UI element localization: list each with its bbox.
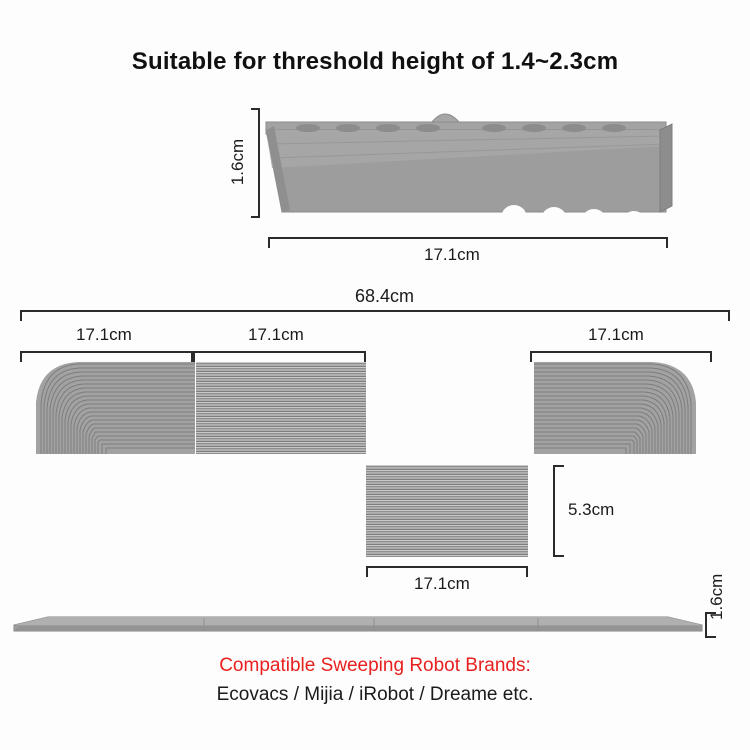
right-ramp-strip-svg (534, 362, 712, 454)
ridge-texture (366, 465, 528, 557)
single-ramp-illustration (262, 100, 682, 225)
ridge-texture (196, 362, 366, 454)
center-width-label: 17.1cm (414, 574, 470, 593)
center-ramp-strip (366, 465, 528, 557)
assembly-total-label: 68.4cm (355, 286, 415, 306)
ramp-height-bracket (258, 108, 260, 218)
ramp-height-label: 1.6cm (228, 138, 248, 186)
left-ramp-strip-svg (20, 362, 195, 454)
segment-2-bracket (193, 351, 366, 353)
page-title: Suitable for threshold height of 1.4~2.3cm (131, 48, 619, 75)
segment-2-label: 17.1cm (248, 325, 304, 344)
ramp-length-label: 17.1cm (424, 245, 480, 264)
segment-3-bracket (530, 351, 712, 353)
segment-3-label: 17.1cm (588, 325, 644, 344)
left-ramp-strip (20, 362, 195, 454)
assembly-total-bracket (20, 310, 730, 312)
segment-1-bracket (20, 351, 193, 353)
compatible-brands-list: Ecovacs / Mijia / iRobot / Dreame etc. (216, 684, 534, 705)
ramp-length-bracket (268, 237, 668, 239)
segment-1-label: 17.1cm (76, 325, 132, 344)
center-left-ramp-strip (196, 362, 366, 454)
single-ramp-svg (262, 100, 682, 225)
side-view-svg (8, 605, 708, 639)
right-ramp-strip (534, 362, 712, 454)
center-height-label: 5.3cm (568, 500, 615, 519)
side-view-thickness-label: 1.6cm (707, 573, 726, 620)
center-height-bracket (553, 465, 555, 557)
side-view-illustration (8, 605, 708, 639)
compatible-brands-headline: Compatible Sweeping Robot Brands: (219, 655, 531, 676)
center-width-bracket (366, 566, 528, 568)
